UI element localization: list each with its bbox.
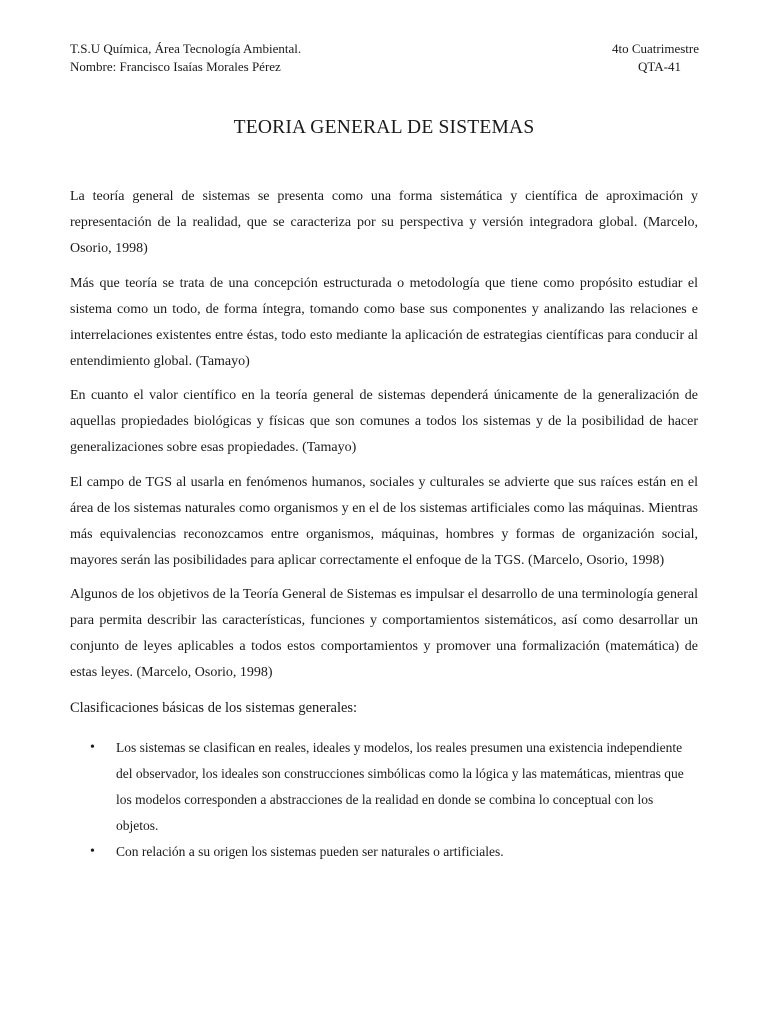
list-item-text: Los sistemas se clasifican en reales, ideales y modelos, los reales presumen una existencia independiente del observador, los ideales son construcciones simbólicas como la lógica y las matemáticas, mientras que los modelos corresponden a abstracciones de la realidad en donde se combina lo conceptual con los objetos. [116, 739, 684, 833]
bullet-icon: • [90, 739, 95, 755]
paragraph: Más que teoría se trata de una concepción estructurada o metodología que tiene como propósito estudiar el sistema como un todo, de forma íntegra, tomando como base sus componentes y analizando las relaciones e interrelaciones existentes entre éstas, todo esto mediante la aplicación de estrategias científicas para conducir al entendimiento global. (Tamayo) [70, 275, 698, 369]
list-item [70, 839, 698, 865]
header-row-1 [70, 40, 699, 58]
bullet-list [70, 735, 698, 865]
paragraph: El campo de TGS al usarla en fenómenos humanos, sociales y culturales se advierte que sus raíces están en el área de los sistemas naturales como organismos y en el de los sistemas artificiales como las máquinas. Mientras más equivalencias reconozcamos entre organismos, máquinas, hombres y formas de organización social, mayores serán las posibilidades para aplicar correctamente el enfoque de la TGS. (Marcelo, Osorio, 1998) [70, 474, 698, 568]
page-header [70, 40, 699, 76]
list-item [70, 735, 698, 839]
paragraph: En cuanto el valor científico en la teoría general de sistemas dependerá únicamente de la generalización de aquellas propiedades biológicas y físicas que son comunes a todos los sistemas y de la posibilidad de hacer generalizaciones sobre esas propiedades. (Tamayo) [70, 388, 698, 455]
header-course: T.S.U Química, Área Tecnología Ambiental. [70, 41, 302, 56]
list-item-text: Con relación a su origen los sistemas pueden ser naturales o artificiales. [116, 843, 504, 859]
document-body [70, 184, 698, 865]
section-subheading: Clasificaciones básicas de los sistemas generales: [70, 699, 358, 716]
header-row-2 [70, 58, 699, 76]
paragraph: La teoría general de sistemas se presenta como una forma sistemática y científica de aproximación y representación de la realidad, que se caracteriza por su perspectiva y versión integradora global. (Marcelo, Osorio, 1998) [70, 189, 698, 256]
bullet-icon: • [90, 843, 95, 859]
header-group: QTA-41 [637, 59, 681, 74]
header-student-name: Nombre: Francisco Isaías Morales Pérez [70, 59, 281, 74]
document-title: TEORIA GENERAL DE SISTEMAS [233, 117, 535, 138]
header-term: 4to Cuatrimestre [611, 41, 699, 56]
paragraph: Algunos de los objetivos de la Teoría General de Sistemas es impulsar el desarrollo de una terminología general para permita describir las características, funciones y comportamientos sistemáticos, así como desarrollar un conjunto de leyes aplicables a todos estos comportamientos y promover una formalización (matemática) de estas leyes. (Marcelo, Osorio, 1998) [70, 587, 698, 680]
